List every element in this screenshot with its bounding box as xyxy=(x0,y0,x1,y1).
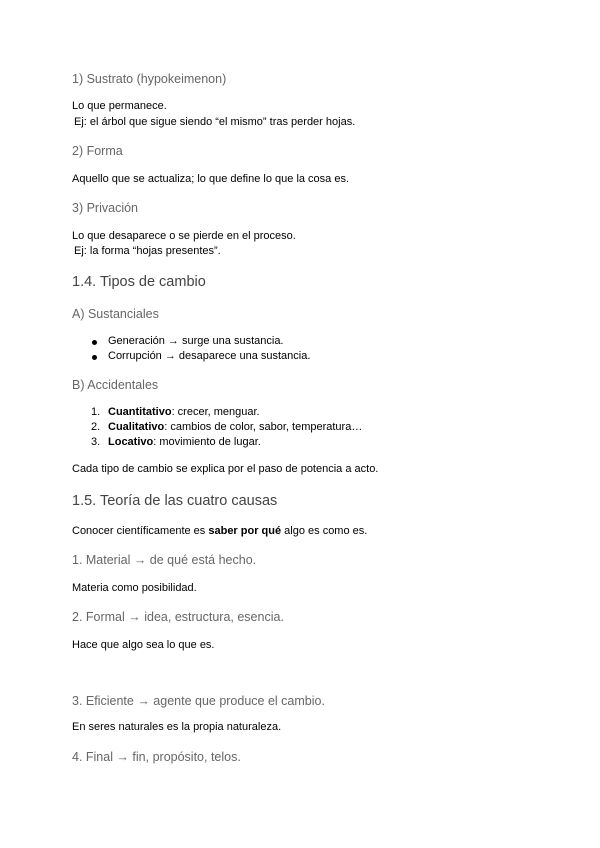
heading-causa-final: 4. Final → fin, propósito, telos. xyxy=(72,750,241,764)
intro-text: Conocer científicamente es xyxy=(72,525,209,537)
list-item xyxy=(108,350,310,362)
heading-cuatro-causas: 1.5. Teoría de las cuatro causas xyxy=(72,493,278,509)
heading-causa-eficiente: 3. Eficiente → agente que produce el cambio. xyxy=(72,694,325,708)
causa-eficiente-text: En seres naturales es la propia naturaleza. xyxy=(72,721,282,733)
heading-forma: 2) Forma xyxy=(72,144,123,158)
intro-text-end: algo es como es. xyxy=(281,525,368,537)
list-item xyxy=(91,421,363,433)
list-item-text: : movimiento de lugar. xyxy=(153,436,261,448)
list-item-text: : cambios de color, sabor, temperatura… xyxy=(164,421,363,433)
heading-privacion: 3) Privación xyxy=(72,201,138,215)
causa-formal-text: Hace que algo sea lo que es. xyxy=(72,639,215,651)
sustrato-line-2: Ej: el árbol que sigue siendo “el mismo” tras perder hojas. xyxy=(74,116,356,128)
list-item-text: : crecer, menguar. xyxy=(171,406,260,418)
heading-sustrato: 1) Sustrato (hypokeimenon) xyxy=(72,72,227,86)
list-number: 1. xyxy=(91,406,101,418)
list-item-term: Cuantitativo xyxy=(108,406,172,418)
list-item-term: Cualitativo xyxy=(108,421,165,433)
list-item xyxy=(91,436,261,448)
tipos-summary: Cada tipo de cambio se explica por el paso de potencia a acto. xyxy=(72,463,379,475)
causa-material-text: Materia como posibilidad. xyxy=(72,582,197,594)
list-item xyxy=(91,406,260,418)
privacion-line-2: Ej: la forma “hojas presentes”. xyxy=(74,245,221,257)
bullet-icon xyxy=(92,340,97,345)
list-item-text: Generación → surge una sustancia. xyxy=(108,335,284,347)
heading-accidentales: B) Accidentales xyxy=(72,378,159,392)
list-number: 3. xyxy=(91,436,101,448)
forma-line-1: Aquello que se actualiza; lo que define lo que la cosa es. xyxy=(72,173,350,185)
list-item xyxy=(108,335,284,347)
list-item-term: Locativo xyxy=(108,436,154,448)
list-item-text: Corrupción → desaparece una sustancia. xyxy=(108,350,311,362)
privacion-line-1: Lo que desaparece o se pierde en el proceso. xyxy=(72,230,296,242)
sustrato-line-1: Lo que permanece. xyxy=(72,100,167,112)
bullet-icon xyxy=(92,355,97,360)
heading-causa-material: 1. Material → de qué está hecho. xyxy=(72,553,257,567)
heading-tipos-de-cambio: 1.4. Tipos de cambio xyxy=(72,274,206,290)
causas-intro xyxy=(72,525,367,537)
intro-bold: saber por qué xyxy=(208,525,282,537)
heading-sustanciales: A) Sustanciales xyxy=(72,307,159,321)
heading-causa-formal: 2. Formal → idea, estructura, esencia. xyxy=(72,610,284,624)
list-number: 2. xyxy=(91,421,101,433)
